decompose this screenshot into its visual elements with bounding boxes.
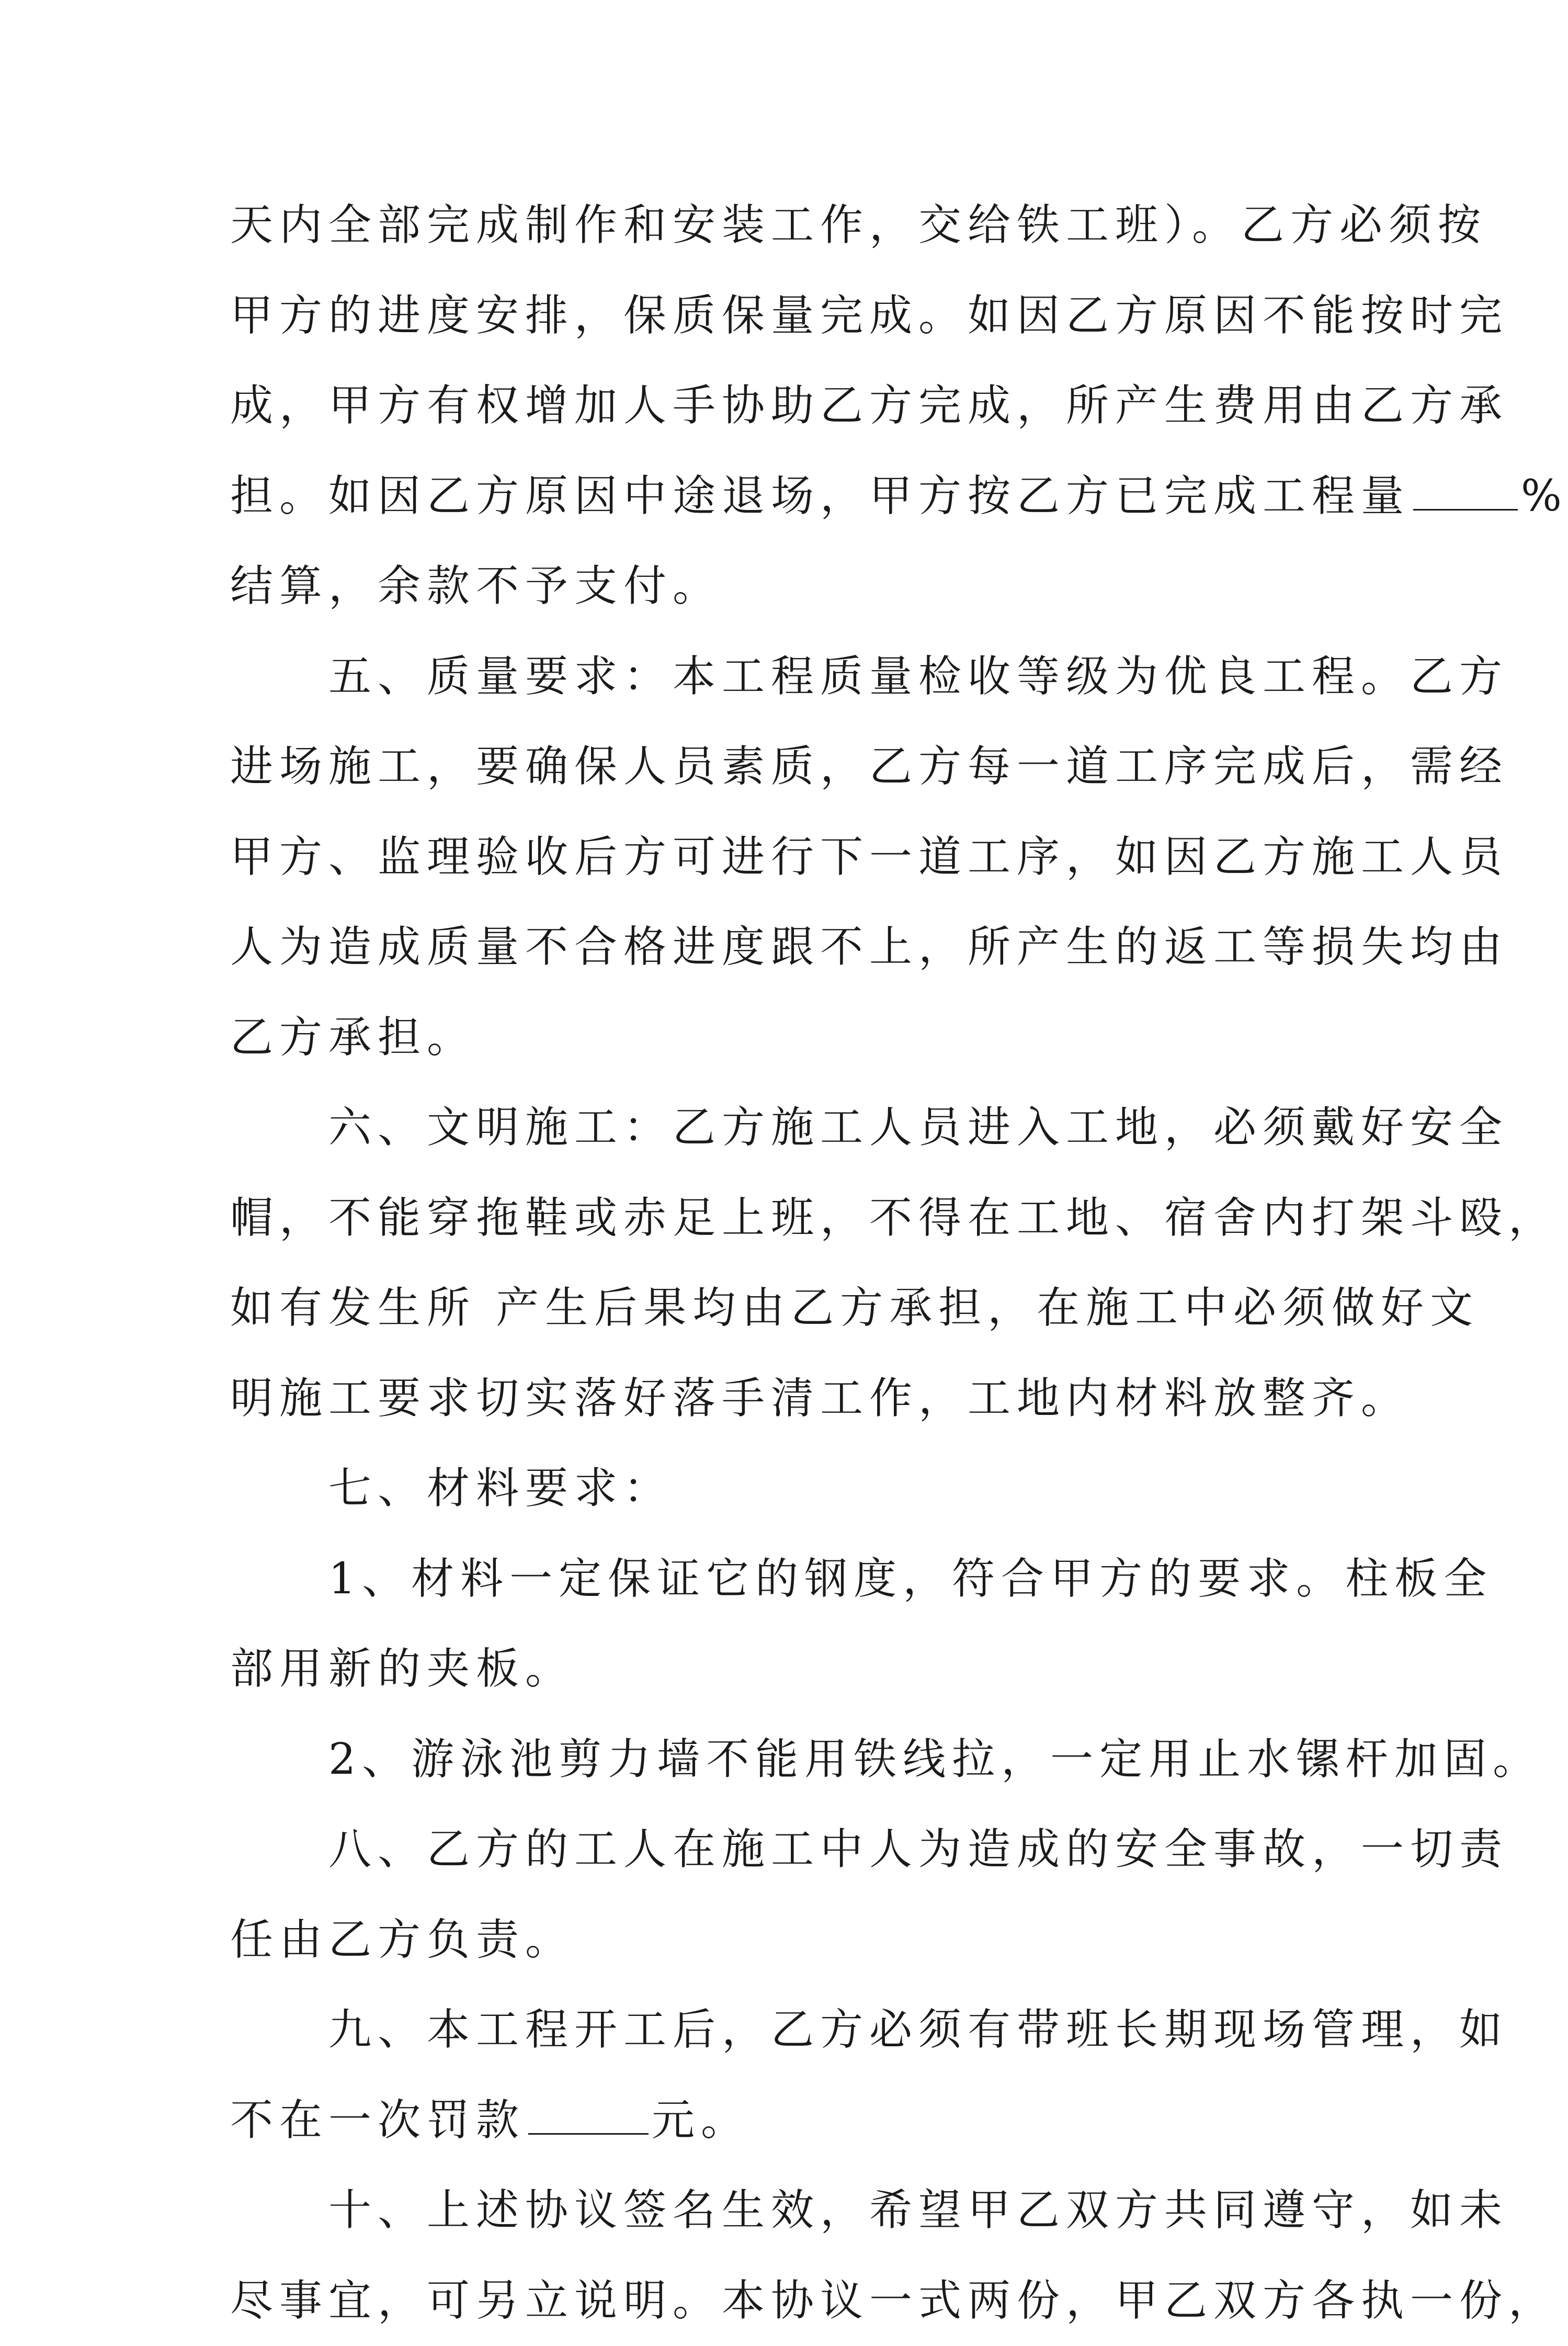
section-8-line: 八、乙方的工人在施工中人为造成的安全事故，一切责 xyxy=(230,1805,1297,1895)
body-line: 明施工要求切实落好落手清工作，工地内材料放整齐。 xyxy=(230,1354,1297,1444)
fill-in-blank xyxy=(1413,477,1518,511)
list-item-1: 1、材料一定保证它的钢度，符合甲方的要求。柱板全 xyxy=(230,1534,1297,1625)
body-line: 不在一次罚款 元。 xyxy=(230,2076,1297,2166)
body-line: 进场施工，要确保人员素质，乙方每一道工序完成后，需经 xyxy=(230,722,1297,812)
section-7-heading: 七、材料要求： xyxy=(230,1444,1297,1534)
contract-body xyxy=(230,180,1297,2346)
fill-in-blank xyxy=(528,2101,649,2135)
section-9-line: 九、本工程开工后，乙方必须有带班长期现场管理，如 xyxy=(230,1985,1297,2076)
body-line: 尽事宜，可另立说明。本协议一式两份，甲乙双方各执一份， xyxy=(230,2256,1297,2346)
section-5-line: 五、质量要求：本工程质量检收等级为优良工程。乙方 xyxy=(230,632,1297,722)
body-line: 人为造成质量不合格进度跟不上，所产生的返工等损失均由 xyxy=(230,902,1297,993)
list-item-2: 2、游泳池剪力墙不能用铁线拉，一定用止水镙杆加固。 xyxy=(230,1715,1297,1805)
section-10-line: 十、上述协议签名生效，希望甲乙双方共同遵守，如未 xyxy=(230,2166,1297,2256)
body-line: 甲方的进度安排，保质保量完成。如因乙方原因不能按时完 xyxy=(230,271,1297,361)
body-line: 任由乙方负责。 xyxy=(230,1895,1297,1986)
body-line: 部用新的夹板。 xyxy=(230,1624,1297,1715)
body-line: 乙方承担。 xyxy=(230,993,1297,1083)
section-6-line: 六、文明施工：乙方施工人员进入工地，必须戴好安全 xyxy=(230,1083,1297,1173)
body-line: 甲方、监理验收后方可进行下一道工序，如因乙方施工人员 xyxy=(230,812,1297,903)
body-line: 天内全部完成制作和安装工作，交给铁工班）。乙方必须按 xyxy=(230,180,1297,271)
body-line: 担。如因乙方原因中途退场，甲方按乙方已完成工程量 % xyxy=(230,451,1297,542)
body-line: 帽，不能穿拖鞋或赤足上班，不得在工地、宿舍内打架斗殴， xyxy=(230,1173,1297,1264)
body-line: 结算，余款不予支付。 xyxy=(230,541,1297,632)
body-line: 如有发生所 产生后果均由乙方承担，在施工中必须做好文 xyxy=(230,1263,1297,1354)
body-line: 成，甲方有权增加人手协助乙方完成，所产生费用由乙方承 xyxy=(230,361,1297,451)
